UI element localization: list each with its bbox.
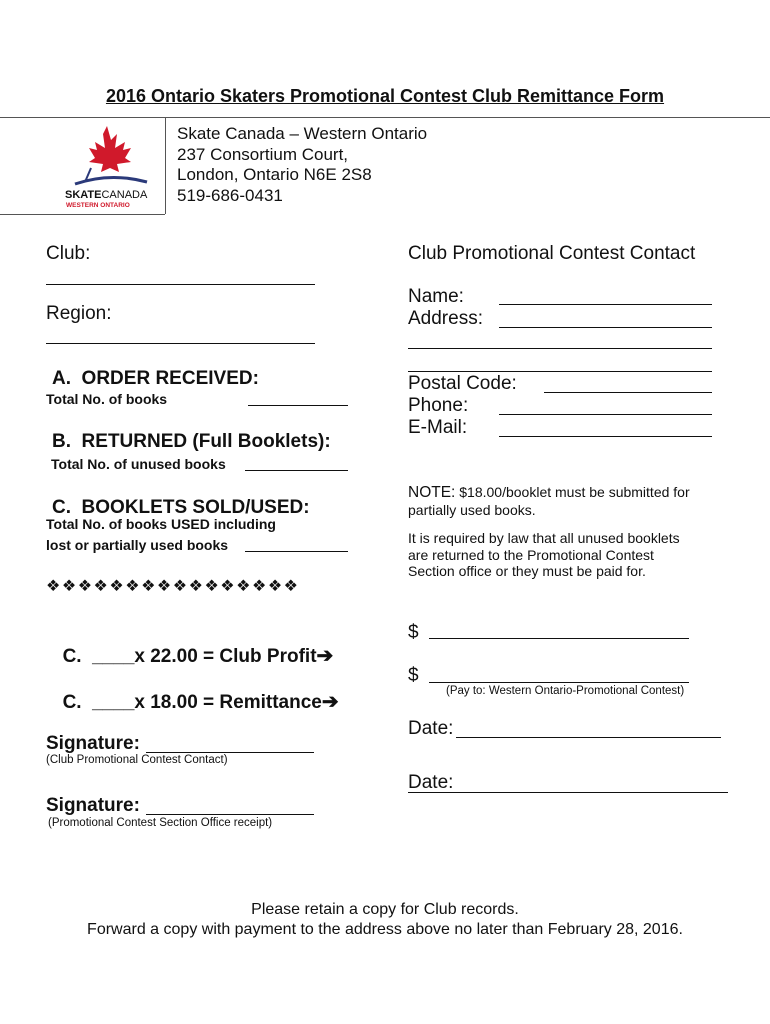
club-profit-amount-field[interactable] — [429, 638, 689, 639]
section-c-heading: C. BOOKLETS SOLD/USED: — [52, 497, 310, 518]
contact-heading: Club Promotional Contest Contact — [408, 243, 696, 264]
pay-to-caption: (Pay to: Western Ontario-Promotional Contest) — [446, 685, 685, 697]
section-c-line-1: Total No. of books USED including — [46, 516, 276, 532]
signature-2-label: Signature: — [46, 795, 140, 816]
header-bottom-rule — [0, 214, 165, 215]
note-label: NOTE: — [408, 484, 456, 501]
section-a-heading: A. ORDER RECEIVED: — [52, 368, 259, 389]
note-text-2: partially used books. — [408, 501, 536, 518]
maple-leaf-icon — [55, 124, 165, 194]
law-notice — [408, 530, 680, 580]
date-1-label: Date: — [408, 718, 454, 739]
email-label: E-Mail: — [408, 417, 468, 438]
address-field-2[interactable] — [408, 348, 712, 349]
address-field-3[interactable] — [408, 371, 712, 372]
name-label: Name: — [408, 286, 464, 307]
date-2-label: Date: — [408, 772, 454, 793]
logo-subtitle: WESTERN ONTARIO — [66, 202, 130, 209]
section-b-heading: B. RETURNED (Full Booklets): — [52, 431, 331, 452]
law-text-3: Section office or they must be paid for. — [408, 563, 646, 579]
address-line-3: London, Ontario N6E 2S8 — [177, 165, 372, 184]
footer-line-1: Please retain a copy for Club records. — [251, 901, 519, 918]
club-profit-label — [52, 621, 333, 668]
signature-1-field[interactable] — [146, 752, 314, 753]
section-a-total-field[interactable] — [248, 405, 348, 406]
postal-code-field[interactable] — [544, 392, 712, 393]
remittance-amount-field[interactable] — [429, 682, 689, 683]
address-line-1: Skate Canada – Western Ontario — [177, 124, 428, 143]
leaf-shape — [89, 126, 131, 172]
note-text-1: $18.00/booklet must be submitted for — [459, 484, 690, 500]
footer-line-2: Forward a copy with payment to the address above no later than February 28, 2016. — [87, 921, 683, 938]
section-b-total-label: Total No. of unused books — [51, 456, 226, 472]
organization-address — [177, 124, 427, 206]
name-field[interactable] — [499, 304, 712, 305]
header-divider — [165, 117, 166, 214]
arrow-right-icon: ➔ — [316, 645, 334, 667]
club-field[interactable] — [46, 284, 315, 285]
club-profit-text: C. ____x 22.00 = Club Profit — [62, 646, 317, 667]
note-block — [408, 484, 738, 518]
address-line-2: 237 Consortium Court, — [177, 144, 349, 164]
section-c-line-2: lost or partially used books — [46, 537, 229, 553]
law-text-1: It is required by law that all unused booklets — [408, 530, 680, 546]
signature-2-field[interactable] — [146, 814, 314, 815]
section-a-total-label: Total No. of books — [46, 391, 168, 407]
date-1-field[interactable] — [456, 737, 721, 738]
club-profit-dollar: $ — [408, 622, 419, 643]
signature-2-caption: (Promotional Contest Section Office receipt) — [48, 817, 273, 829]
section-c-total-field[interactable] — [245, 551, 348, 552]
region-field[interactable] — [46, 343, 315, 344]
phone-label: Phone: — [408, 395, 469, 416]
club-label: Club: — [46, 243, 91, 264]
signature-1-caption: (Club Promotional Contest Contact) — [46, 754, 228, 766]
date-2-field[interactable] — [408, 792, 728, 793]
logo-wordmark: SKATECANADA — [65, 189, 148, 201]
remittance-dollar: $ — [408, 665, 419, 686]
law-text-2: are returned to the Promotional Contest — [408, 546, 654, 563]
remittance-text: C. ____x 18.00 = Remittance — [62, 692, 322, 713]
arrow-right-icon: ➔ — [321, 691, 339, 713]
remittance-label — [52, 667, 339, 714]
address-field-1[interactable] — [499, 327, 712, 328]
form-title: 2016 Ontario Skaters Promotional Contest Club Remittance Form — [105, 86, 665, 106]
email-field[interactable] — [499, 436, 712, 437]
phone-field[interactable] — [499, 414, 712, 415]
address-label: Address: — [408, 308, 483, 329]
signature-1-label: Signature: — [46, 733, 140, 754]
diamond-divider: ❖❖❖❖❖❖❖❖❖❖❖❖❖❖❖❖ — [46, 578, 300, 595]
address-line-4: 519-686-0431 — [177, 185, 283, 205]
skate-canada-logo — [55, 124, 165, 212]
header-top-rule — [0, 117, 770, 118]
region-label: Region: — [46, 303, 112, 324]
postal-code-label: Postal Code: — [408, 373, 517, 394]
section-b-total-field[interactable] — [245, 470, 348, 471]
